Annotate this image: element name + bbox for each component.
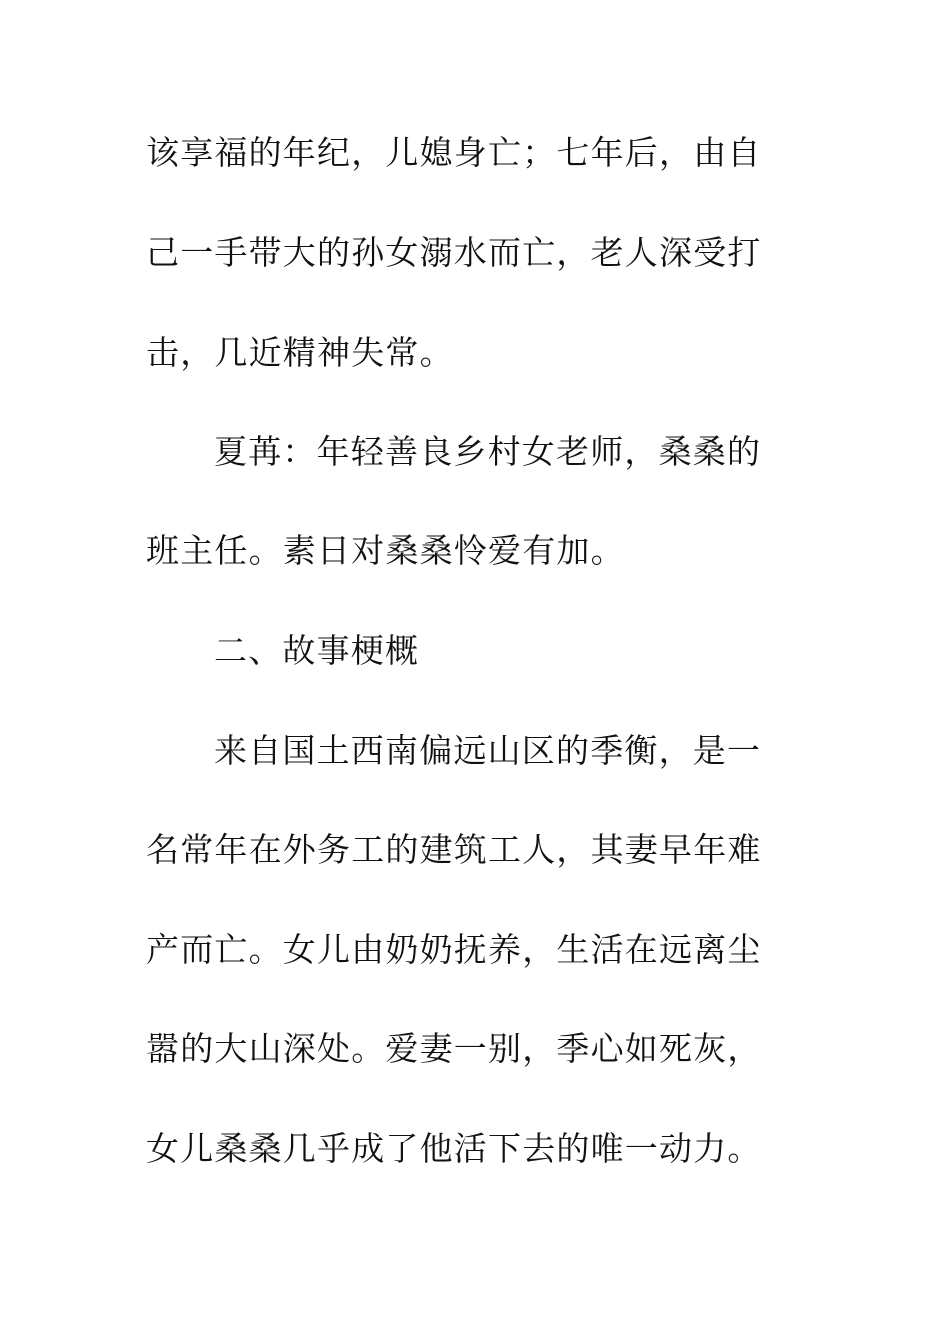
paragraph-3-line-1: 来自国土西南偏远山区的季衡，是一	[214, 731, 762, 770]
paragraph-2-line-2: 班主任。素日对桑桑怜爱有加。	[146, 531, 625, 570]
paragraph-3-line-2: 名常年在外务工的建筑工人，其妻早年难	[146, 830, 762, 869]
paragraph-1-line-2: 己一手带大的孙女溺水而亡，老人深受打	[146, 233, 762, 272]
paragraph-3-line-5: 女儿桑桑几乎成了他活下去的唯一动力。	[146, 1129, 762, 1168]
section-heading: 二、故事梗概	[214, 631, 420, 670]
paragraph-3-line-4: 嚣的大山深处。爱妻一别，季心如死灰，	[146, 1029, 762, 1068]
paragraph-1-line-3: 击，几近精神失常。	[146, 333, 454, 372]
paragraph-3-line-3: 产而亡。女儿由奶奶抚养，生活在远离尘	[146, 930, 762, 969]
paragraph-2-line-1: 夏苒：年轻善良乡村女老师，桑桑的	[214, 432, 762, 471]
paragraph-1-line-1: 该享福的年纪，儿媳身亡；七年后，由自	[146, 133, 762, 172]
